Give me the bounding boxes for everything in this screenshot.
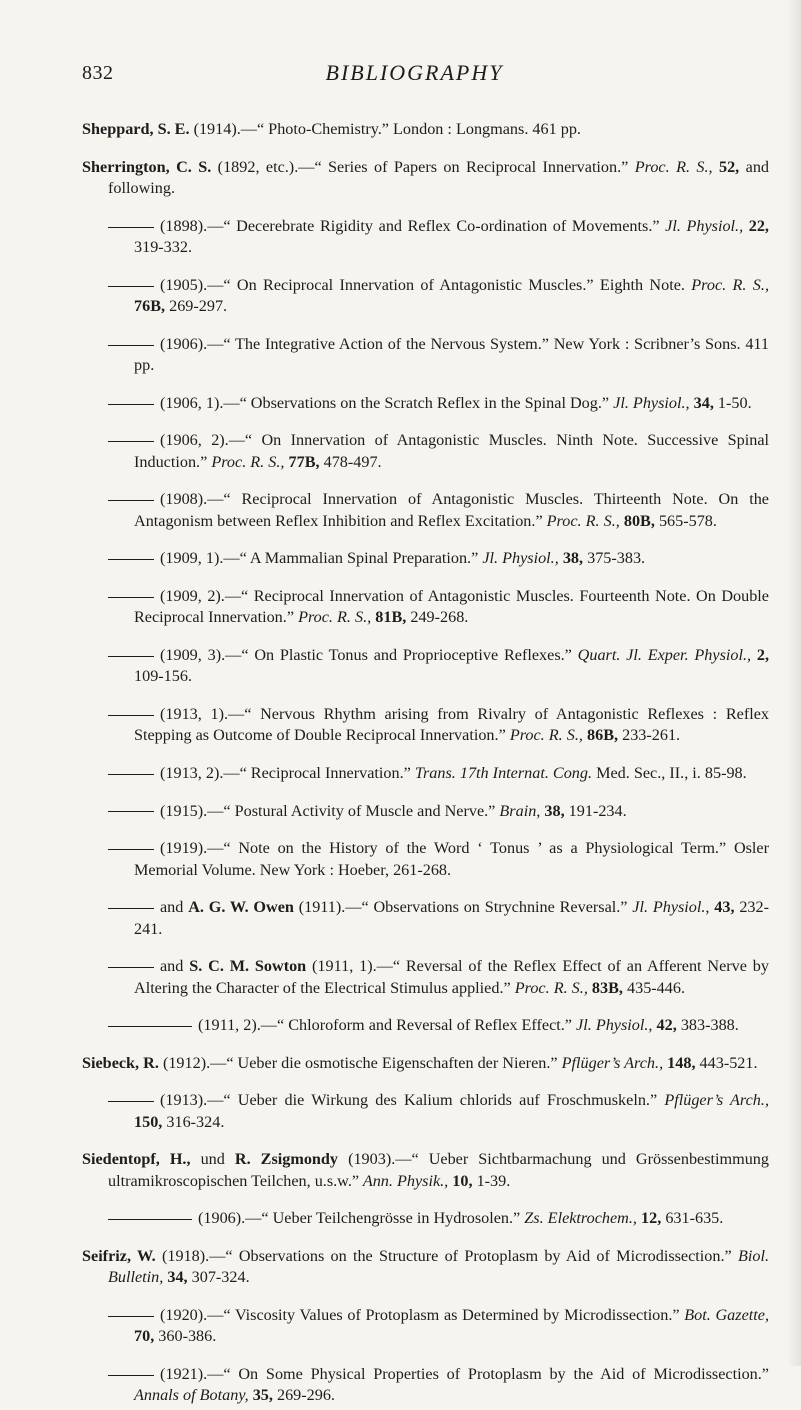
entry-title: —“ Viscosity Values of Protoplasm as Determined by Microdissection.” bbox=[207, 1305, 680, 1324]
entry-volume: 150, bbox=[134, 1112, 163, 1131]
bibliography-entry bbox=[82, 1090, 769, 1133]
entry-rest: 631-635. bbox=[661, 1209, 724, 1228]
ditto-dash bbox=[108, 715, 154, 716]
entry-rest: New York : Scribner’s Sons. 411 pp. bbox=[134, 334, 770, 375]
entry-rest: 269-296. bbox=[272, 1386, 335, 1405]
entry-journal: Proc. R. S., bbox=[207, 452, 285, 471]
entry-date: (1918). bbox=[155, 1246, 210, 1265]
bibliography-entry bbox=[82, 763, 769, 784]
entry-prefix: and bbox=[160, 898, 189, 917]
entry-date: (1906, 1). bbox=[160, 393, 224, 412]
entry-date: (1911, 1). bbox=[306, 957, 377, 976]
entry-journal: Jl. Physiol., bbox=[478, 549, 559, 568]
bibliography-entry bbox=[82, 393, 769, 414]
bibliography-entry bbox=[82, 1364, 769, 1407]
entry-journal: Pflüger’s Arch., bbox=[557, 1053, 664, 1072]
entry-coauthor: A. G. W. Owen bbox=[188, 898, 294, 917]
entry-rest: 1-50. bbox=[713, 393, 752, 412]
entry-author: Sheppard, S. E. bbox=[82, 120, 190, 139]
entry-title: —“ On Plastic Tonus and Proprioceptive Reflexes.” bbox=[225, 645, 572, 664]
bibliography-entry bbox=[82, 704, 769, 747]
bibliography-list bbox=[82, 103, 769, 1410]
entry-rest: 435-446. bbox=[622, 978, 686, 997]
entry-title: —“ Nervous Rhythm arising from Rivalry of Antagonistic Reflexes : Reflex Stepping as Outcome of Double Reciprocal Innervation.” bbox=[134, 704, 770, 745]
entry-rest: 249-268. bbox=[406, 608, 469, 627]
entry-volume: 35, bbox=[248, 1386, 273, 1405]
bibliography-entry bbox=[82, 956, 769, 999]
entry-title: —“ On Reciprocal Innervation of Antagonistic Muscles.” Eighth Note. bbox=[207, 275, 685, 294]
bibliography-entry bbox=[82, 645, 769, 688]
ditto-dash bbox=[108, 967, 154, 968]
entry-volume: 38, bbox=[558, 549, 584, 568]
ditto-dash bbox=[108, 286, 154, 287]
entry-rest: 191-234. bbox=[564, 801, 627, 820]
entry-date: (1921). bbox=[160, 1364, 208, 1383]
entry-title: —“ Chloroform and Reversal of Reflex Effect.” bbox=[260, 1016, 572, 1035]
entry-rest: 307-324. bbox=[187, 1268, 250, 1287]
entry-journal: Proc. R. S., bbox=[510, 978, 588, 997]
entry-volume: 80B, bbox=[619, 511, 655, 530]
entry-title: —“ A Mammalian Spinal Preparation.” bbox=[223, 549, 479, 568]
entry-rest: 383-388. bbox=[676, 1016, 739, 1035]
ditto-dash bbox=[108, 849, 154, 850]
bibliography-entry bbox=[82, 430, 769, 473]
entry-title: —“ Postural Activity of Muscle and Nerve.” bbox=[207, 801, 496, 820]
entry-journal: Bot. Gazette, bbox=[679, 1305, 769, 1324]
ditto-dash bbox=[108, 345, 154, 346]
bibliography-entry bbox=[82, 1246, 769, 1289]
bibliography-entry bbox=[82, 1053, 769, 1074]
entry-rest: 232-241. bbox=[134, 898, 770, 938]
entry-journal: Biol. Bulletin, bbox=[108, 1246, 770, 1287]
entry-title: —“ Reciprocal Innervation of Antagonistic Muscles. Thirteenth Note. On the Antagonism between Reflex Inhibition and Reflex Excitation.” bbox=[134, 490, 769, 530]
page-edge-shadow bbox=[787, 0, 801, 1366]
entry-volume: 38, bbox=[540, 801, 565, 820]
ditto-dash bbox=[108, 774, 154, 775]
ditto-dash bbox=[108, 404, 154, 405]
entry-journal: Proc. R. S., bbox=[628, 157, 713, 176]
entry-rest: 478-497. bbox=[319, 452, 382, 471]
ditto-dash bbox=[108, 227, 154, 228]
ditto-dash bbox=[108, 441, 154, 442]
entry-date: (1914). bbox=[189, 120, 241, 139]
ditto-dash bbox=[108, 908, 154, 909]
entry-date: (1905). bbox=[160, 275, 208, 294]
entry-journal: Proc. R. S., bbox=[684, 275, 769, 294]
entry-date: (1913, 2). bbox=[160, 763, 224, 782]
entry-rest: 565-578. bbox=[654, 511, 717, 530]
entry-date: (1909, 1). bbox=[160, 549, 224, 568]
entry-title: —“ Ueber Teilchengrösse in Hydrosolen.” bbox=[245, 1209, 521, 1228]
entry-volume: 83B, bbox=[587, 978, 623, 997]
entry-rest: 319-332. bbox=[134, 238, 192, 257]
entry-journal: Pflüger’s Arch., bbox=[657, 1091, 769, 1110]
entry-volume: 10, bbox=[448, 1171, 473, 1190]
entry-volume: 81B, bbox=[371, 608, 407, 627]
bibliography-entry bbox=[82, 489, 769, 532]
ditto-dash bbox=[108, 1101, 154, 1102]
entry-title: —“ Ueber die Wirkung des Kalium chlorids auf Froschmuskeln.” bbox=[207, 1091, 658, 1110]
entry-title: —“ Photo-Chemistry.” bbox=[240, 120, 389, 139]
entry-author: Siedentopf, H., bbox=[82, 1150, 191, 1169]
entry-rest: 269-297. bbox=[165, 297, 228, 316]
entry-rest: 109-156. bbox=[134, 667, 192, 686]
entry-title: —“ Reversal of the Reflex Effect of an Afferent Nerve by Altering the Character of the Electrical Stimulus applied.” bbox=[134, 957, 769, 997]
entry-rest: 1-39. bbox=[472, 1171, 511, 1190]
entry-coauthor: S. C. M. Sowton bbox=[189, 957, 307, 976]
entry-date: (1903). bbox=[338, 1150, 396, 1169]
entry-title: —“ Reciprocal Innervation of Antagonistic Muscles. Fourteenth Note. On Double Reciprocal Innervation.” bbox=[134, 586, 769, 627]
running-head: BIBLIOGRAPHY bbox=[325, 60, 504, 85]
bibliography-entry bbox=[82, 838, 769, 881]
ditto-dash bbox=[108, 597, 154, 598]
entry-rest: 233-261. bbox=[618, 726, 681, 745]
entry-volume: 12, bbox=[636, 1209, 662, 1228]
entry-volume: 34, bbox=[689, 393, 714, 412]
bibliography-entry bbox=[82, 1015, 769, 1036]
entry-date: (1906). bbox=[160, 334, 208, 353]
entry-date: (1892, etc.). bbox=[211, 157, 299, 176]
entry-author: R. Zsigmondy bbox=[234, 1150, 339, 1169]
entry-journal: Trans. 17th Internat. Cong. bbox=[410, 763, 593, 782]
entry-title: —“ The Integrative Action of the Nervous System.” bbox=[207, 334, 549, 353]
entry-volume: 76B, bbox=[134, 297, 166, 316]
entry-date: (1906, 2). bbox=[160, 431, 229, 450]
bibliography-entry bbox=[82, 334, 769, 377]
bibliography-entry bbox=[82, 897, 769, 940]
entry-conjunction: und bbox=[190, 1150, 235, 1169]
ditto-dash bbox=[108, 559, 154, 560]
entry-date: (1898). bbox=[160, 216, 208, 235]
entry-journal: Ann. Physik., bbox=[359, 1171, 449, 1190]
entry-date: (1912). bbox=[158, 1053, 211, 1072]
bibliography-entry bbox=[82, 216, 769, 259]
entry-rest: and following. bbox=[108, 157, 770, 198]
entry-title: —“ Ueber Sichtbarmachung und Grössenbestimmung ultramikroscopischen Teilchen, u.s.w.” bbox=[108, 1150, 769, 1190]
entry-title: —“ Ueber die osmotische Eigenschaften der Nieren.” bbox=[210, 1053, 558, 1072]
entry-journal: Proc. R. S., bbox=[505, 726, 583, 745]
bibliography-entry bbox=[82, 801, 769, 822]
entry-title: —“ On Innervation of Antagonistic Muscles. Ninth Note. Successive Spinal Induction.” bbox=[134, 431, 770, 471]
entry-date: (1909, 3). bbox=[160, 645, 226, 664]
entry-prefix: and bbox=[160, 957, 190, 976]
entry-author: Seifriz, W. bbox=[82, 1246, 156, 1265]
entry-volume: 43, bbox=[709, 898, 735, 917]
entry-journal: Jl. Physiol., bbox=[659, 216, 744, 235]
entry-volume: 70, bbox=[134, 1327, 155, 1346]
entry-journal: Brain, bbox=[495, 801, 541, 820]
entry-title: —“ Note on the History of the Word ‘ Tonus ’ as a Physiological Term.” bbox=[207, 839, 727, 858]
bibliography-entry bbox=[82, 1208, 769, 1229]
entry-volume: 22, bbox=[743, 216, 769, 235]
entry-journal: Zs. Elektrochem., bbox=[520, 1209, 637, 1228]
entry-title: —“ Series of Papers on Reciprocal Innervation.” bbox=[298, 157, 629, 176]
entry-title: —“ Observations on the Structure of Protoplasm by Aid of Microdissection.” bbox=[209, 1246, 732, 1265]
bibliography-entry bbox=[82, 586, 769, 629]
entry-date: (1913). bbox=[160, 1091, 208, 1110]
ditto-dash bbox=[108, 1026, 192, 1027]
entry-rest: 443-521. bbox=[695, 1053, 758, 1072]
entry-date: (1906). bbox=[198, 1209, 246, 1228]
ditto-dash bbox=[108, 1219, 192, 1220]
entry-date: (1913, 1). bbox=[160, 704, 229, 723]
entry-title: —“ Observations on the Scratch Reflex in the Spinal Dog.” bbox=[223, 393, 610, 412]
entry-journal: Annals of Botany, bbox=[134, 1386, 249, 1405]
entry-journal: Jl. Physiol., bbox=[627, 898, 710, 917]
bibliography-entry bbox=[82, 157, 769, 200]
bibliography-entry bbox=[82, 275, 769, 318]
entry-volume: 86B, bbox=[582, 726, 619, 745]
entry-author: Siebeck, R. bbox=[82, 1053, 159, 1072]
entry-date: (1911). bbox=[293, 898, 346, 917]
entry-volume: 34, bbox=[163, 1268, 188, 1287]
ditto-dash bbox=[108, 1316, 154, 1317]
entry-journal: Proc. R. S., bbox=[542, 511, 620, 530]
ditto-dash bbox=[108, 811, 154, 812]
entry-title: —“ Decerebrate Rigidity and Reflex Co-ordination of Movements.” bbox=[207, 216, 660, 235]
entry-date: (1911, 2). bbox=[198, 1016, 261, 1035]
entry-title: —“ Reciprocal Innervation.” bbox=[223, 763, 411, 782]
entry-author: Sherrington, C. S. bbox=[82, 157, 212, 176]
entry-rest: Osler Memorial Volume. New York : Hoeber, 261-268. bbox=[134, 839, 770, 879]
entry-volume: 52, bbox=[712, 157, 740, 176]
ditto-dash bbox=[108, 500, 154, 501]
entry-volume: 2, bbox=[751, 645, 770, 664]
entry-journal: Proc. R. S., bbox=[294, 608, 372, 627]
entry-date: (1909, 2). bbox=[160, 586, 225, 605]
entry-volume: 77B, bbox=[284, 452, 320, 471]
entry-rest: 316-324. bbox=[162, 1112, 225, 1131]
bibliography-entry bbox=[82, 1149, 769, 1192]
entry-journal: Jl. Physiol., bbox=[572, 1016, 653, 1035]
entry-journal: Quart. Jl. Exper. Physiol., bbox=[571, 645, 752, 664]
entry-rest: Med. Sec., II., i. 85-98. bbox=[592, 763, 747, 782]
entry-title: —“ Observations on Strychnine Reversal.” bbox=[345, 898, 628, 917]
ditto-dash bbox=[108, 656, 154, 657]
entry-date: (1915). bbox=[160, 801, 208, 820]
entry-date: (1908). bbox=[160, 490, 208, 509]
entry-date: (1919). bbox=[160, 839, 208, 858]
ditto-dash bbox=[108, 1375, 154, 1376]
entry-journal: Jl. Physiol., bbox=[609, 393, 690, 412]
entry-volume: 42, bbox=[652, 1016, 677, 1035]
entry-title: —“ On Some Physical Properties of Protoplasm by the Aid of Microdissection.” bbox=[207, 1364, 769, 1383]
entry-date: (1920). bbox=[160, 1305, 208, 1324]
page-number: 832 bbox=[82, 62, 114, 84]
bibliography-entry bbox=[82, 1305, 769, 1348]
entry-volume: 148, bbox=[663, 1053, 696, 1072]
bibliography-entry bbox=[82, 119, 769, 140]
entry-rest: London : Longmans. 461 pp. bbox=[388, 120, 581, 139]
entry-rest: 360-386. bbox=[154, 1327, 217, 1346]
entry-rest: 375-383. bbox=[583, 549, 646, 568]
bibliography-entry bbox=[82, 548, 769, 569]
